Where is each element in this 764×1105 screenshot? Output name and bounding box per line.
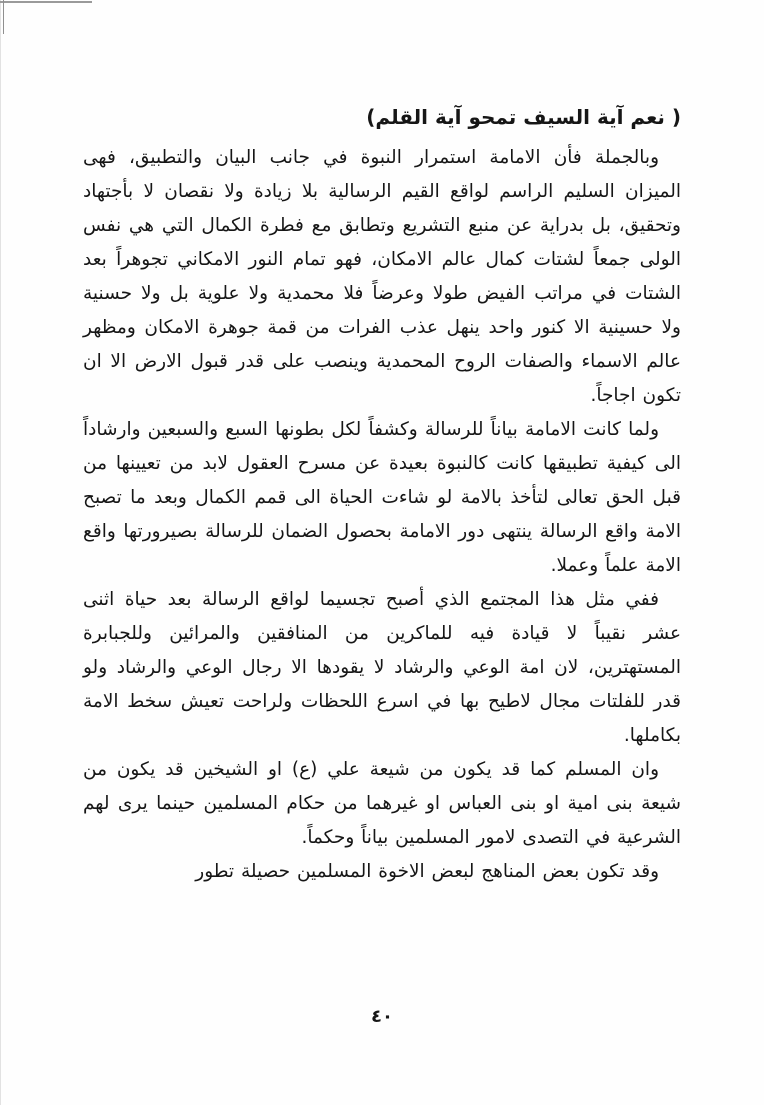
scan-artifact-corner-mark — [3, 0, 4, 34]
body-paragraph-2: ولما كانت الامامة بياناً للرسالة وكشفاً لكل بطونها السبع والسبعين وارشاداً الى كيفية تطبيقها كانت كالنبوة بعيدة عن مسرح العقول لابد من تعيينها من قبل الحق تعالى لتأخذ بالامة لو شاءت الحياة الى قمم الكمال وبعد ما تصبح الامة واقع الرسالة ينتهى دور الامامة بحصول الضمان للرسالة بصيرورتها واقع الامة علماً وعملا. — [83, 419, 681, 576]
body-paragraph-4: وان المسلم كما قد يكون من شيعة علي (ع) او الشيخين قد يكون من شيعة بنى امية او بنى العباس او غيرهما من حكام المسلمين حينما يرى لهم الشرعية في التصدى لامور المسلمين بياناً وحكماً. — [83, 759, 681, 848]
book-page — [83, 0, 681, 889]
page-number: ٤٠ — [371, 1006, 393, 1027]
body-paragraph-1: وبالجملة فأن الامامة استمرار النبوة في جانب البيان والتطبيق، فهى الميزان السليم الراسم لواقع القيم الرسالية بلا زيادة ولا نقصان لا بأجتهاد وتحقيق، بل بدراية عن منبع التشريع وتطابق مع فطرة الكمال التي هي نفس الولى جمعاً لشتات كمال عالم الامكان، فهو تمام النور الامكاني تجوهراً بعد الشتات في مراتب الفيض طولا وعرضاً فلا محمدية ولا علوية بل ولا حسنية ولا حسينية الا كنور واحد ينهل عذب الفرات من قمة جوهرة الامكان ومظهر عالم الاسماء والصفات الروح المحمدية وينصب على قدر قبول الارض الا ان تكون اجاجاً. — [83, 147, 681, 406]
section-heading: ( نعم آية السيف تمحو آية القلم) — [366, 105, 681, 129]
body-paragraph-5: وقد تكون بعض المناهج لبعض الاخوة المسلمين حصيلة تطور — [195, 861, 659, 882]
body-paragraph-3: ففي مثل هذا المجتمع الذي أصبح تجسيما لواقع الرسالة بعد حياة اثنى عشر نقيباً لا قيادة فيه للماكرين من المنافقين والمرائين وللجبابرة المستهترين، لان امة الوعي والرشاد لا يقودها الا رجال الوعي والرشاد ولو قدر للفلتات مجال لاطيح بها في اسرع اللحظات ولراحت تعيش سخط الامة بكاملها. — [83, 589, 681, 746]
scan-artifact-top-mark — [0, 1, 92, 3]
scan-artifact-left-edge — [0, 0, 1, 1105]
